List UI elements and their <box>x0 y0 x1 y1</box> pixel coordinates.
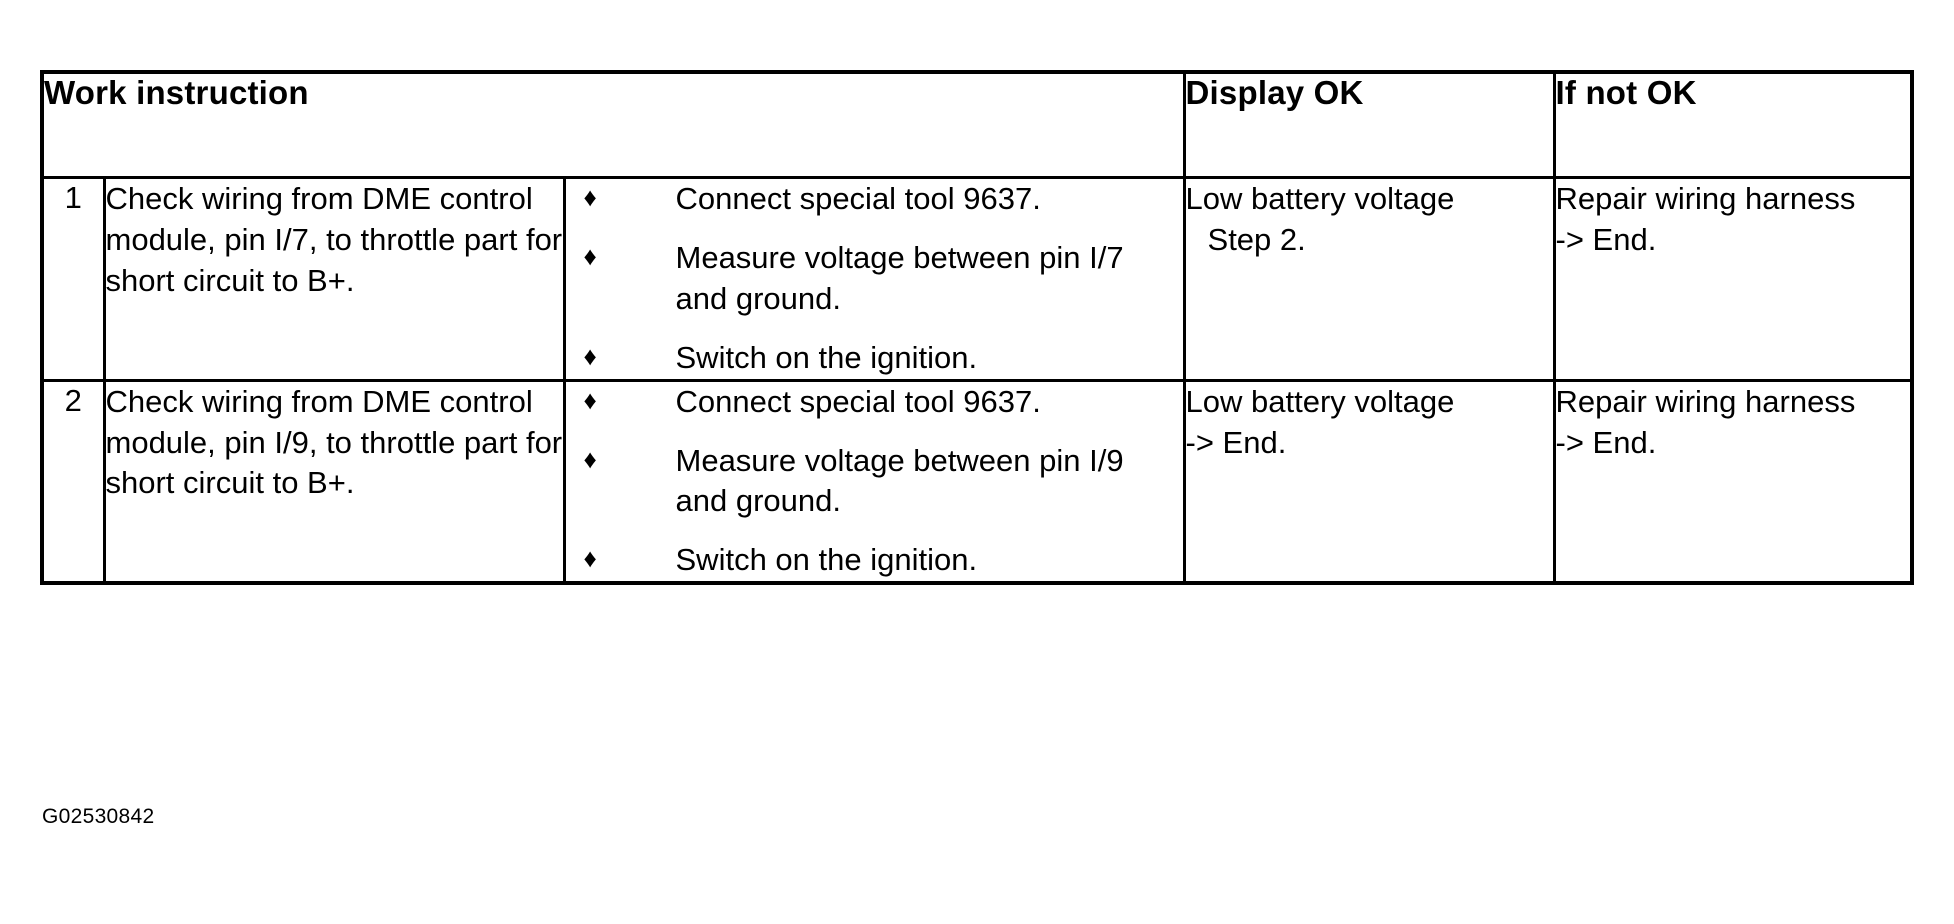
row-number: 1 <box>42 178 104 381</box>
header-display-ok: Display OK <box>1184 72 1554 178</box>
step-text: Connect special tool 9637. <box>675 181 1041 216</box>
step-text: Connect special tool 9637. <box>675 383 1041 419</box>
row-if-not-ok <box>1554 178 1912 381</box>
diamond-bullet-icon: ♦ <box>583 240 597 271</box>
display-ok-line-1: Low battery voltage <box>1185 383 1455 419</box>
if-not-ok-line-2: -> End. <box>1555 221 1657 257</box>
row-task-description: Check wiring from DME control module, pin I/7, to throttle part for short circuit to B+. <box>104 178 564 381</box>
table-row <box>42 380 1912 583</box>
row-display-ok <box>1184 178 1554 381</box>
diamond-bullet-icon: ♦ <box>583 182 597 212</box>
row-steps <box>564 380 1184 583</box>
list-item <box>566 238 1183 320</box>
table-row <box>42 178 1912 381</box>
display-ok-line-2: Step 2. <box>1207 221 1306 257</box>
procedure-table-container <box>40 70 1910 585</box>
step-text: Switch on the ignition. <box>675 339 978 375</box>
step-text: Measure voltage between pin I/9 and ground. <box>675 442 1124 519</box>
diamond-bullet-icon: ♦ <box>583 543 597 574</box>
diamond-bullet-icon: ♦ <box>583 443 597 474</box>
table-header-row <box>42 72 1912 178</box>
list-item <box>566 441 1183 523</box>
display-ok-line-1: Low battery voltage <box>1185 181 1455 216</box>
steps-list <box>566 382 1183 582</box>
display-ok-line-2: -> End. <box>1185 424 1287 460</box>
step-text: Measure voltage between pin I/7 and ground. <box>675 239 1124 316</box>
list-item <box>566 382 1183 423</box>
steps-list <box>566 179 1183 379</box>
header-if-not-ok: If not OK <box>1554 72 1912 178</box>
row-steps <box>564 178 1184 381</box>
row-task-description: Check wiring from DME control module, pin I/9, to throttle part for short circuit to B+. <box>104 380 564 583</box>
diamond-bullet-icon: ♦ <box>583 340 597 371</box>
if-not-ok-line-1: Repair wiring harness <box>1555 383 1856 419</box>
list-item <box>566 540 1183 581</box>
list-item <box>566 179 1183 220</box>
header-work-instruction: Work instruction <box>42 72 1184 178</box>
if-not-ok-line-2: -> End. <box>1555 424 1657 460</box>
row-if-not-ok <box>1554 380 1912 583</box>
row-display-ok <box>1184 380 1554 583</box>
step-text: Switch on the ignition. <box>675 542 978 578</box>
if-not-ok-line-1: Repair wiring harness <box>1555 181 1856 216</box>
diamond-bullet-icon: ♦ <box>583 384 597 415</box>
list-item <box>566 338 1183 379</box>
procedure-table <box>40 70 1914 585</box>
figure-identifier: G02530842 <box>42 805 155 828</box>
row-number: 2 <box>42 380 104 583</box>
